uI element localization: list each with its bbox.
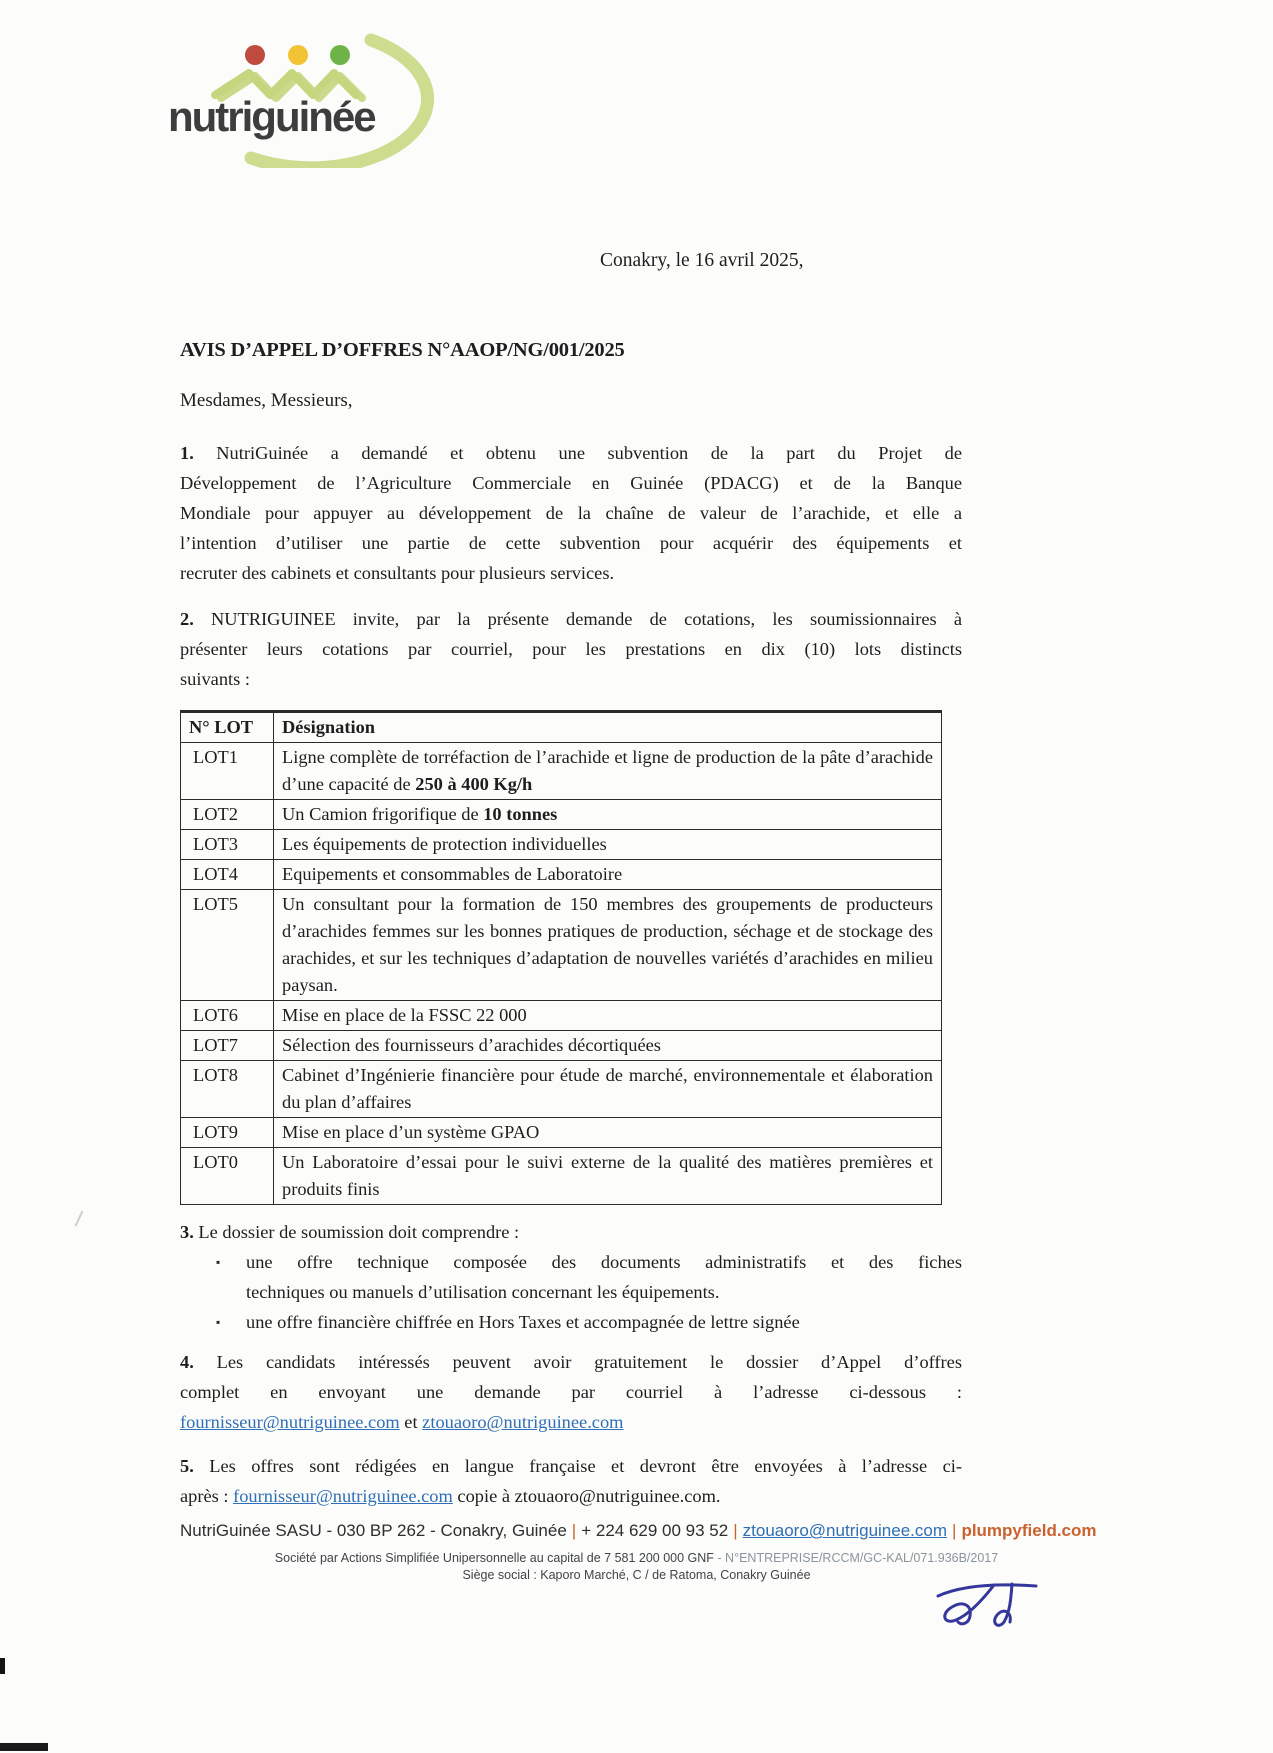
paragraph-1-line	[180, 438, 962, 468]
section-4	[180, 1347, 962, 1437]
lot-designation: Ligne complète de torréfaction de l’arachide et ligne de production de la pâte d’arachide d’une capacité de	[282, 747, 933, 794]
footer-legal-line	[0, 1551, 1273, 1565]
table-row	[181, 800, 942, 830]
section-5-line	[180, 1451, 962, 1481]
footer-separator: |	[952, 1521, 957, 1540]
lot-number: LOT2	[181, 800, 274, 830]
table-header-row	[181, 712, 942, 743]
footer-phone: + 224 629 00 93 52	[581, 1521, 729, 1540]
list-item	[216, 1247, 962, 1307]
section-4-line	[180, 1347, 962, 1377]
paragraph-text: Les candidats intéressés peuvent avoir gratuitement le dossier d’Appel d’offres	[193, 1352, 962, 1372]
email-link-fournisseur[interactable]: fournisseur@nutriguinee.com	[180, 1412, 400, 1432]
lot-designation: Sélection des fournisseurs d’arachides décortiquées	[282, 1035, 661, 1055]
date-line: Conakry, le 16 avril 2025,	[600, 250, 804, 271]
list-item-line: une offre financière chiffrée en Hors Taxes et accompagnée de lettre signée	[246, 1312, 800, 1332]
lot-number: LOT3	[181, 830, 274, 860]
table-row	[181, 1031, 942, 1061]
paragraph-2	[180, 604, 962, 694]
section-5-line	[180, 1481, 962, 1511]
paragraph-2-line	[180, 604, 962, 634]
section-5	[180, 1451, 962, 1511]
footer-separator: |	[571, 1521, 577, 1540]
table-row	[181, 1148, 942, 1205]
lot-designation: Equipements et consommables de Laboratoire	[282, 864, 623, 884]
bullet-square-icon: ▪	[216, 1255, 221, 1269]
signature	[932, 1576, 1042, 1641]
lot-number: LOT1	[181, 743, 274, 800]
scan-artifact-corner-bar	[0, 1743, 48, 1751]
lots-table	[180, 710, 942, 1205]
paragraph-number: 5.	[180, 1456, 194, 1476]
lot-number: LOT8	[181, 1061, 274, 1118]
paragraph-number: 4.	[180, 1352, 194, 1372]
signature-ink-icon	[932, 1576, 1042, 1636]
lot-designation: Un Camion frigorifique de	[282, 804, 484, 824]
table-row	[181, 830, 942, 860]
table-row	[181, 1118, 942, 1148]
lot-designation: Mise en place d’un système GPAO	[282, 1122, 540, 1142]
column-header-lot: N° LOT	[181, 712, 274, 743]
logo-graphic	[166, 28, 456, 168]
lot-designation-bold: 250 à 400 Kg/h	[415, 774, 533, 794]
lot-number: LOT7	[181, 1031, 274, 1061]
link-connector: et	[399, 1412, 423, 1432]
footer-legal-capital: Société par Actions Simplifiée Unipersonnelle au capital de 7 581 200 000 GNF	[274, 1551, 718, 1565]
table-row	[181, 890, 942, 1001]
paragraph-text: NUTRIGUINEE invite, par la présente demande de cotations, les soumissionnaires à	[193, 609, 962, 629]
salutation: Mesdames, Messieurs,	[180, 390, 353, 411]
paragraph-number: 1.	[180, 443, 194, 463]
section-3-heading	[180, 1217, 962, 1247]
scan-artifact-pencil-mark	[75, 1210, 84, 1226]
email-link-ztouaoro[interactable]: ztouaoro@nutriguinee.com	[422, 1412, 624, 1432]
footer-email-link[interactable]: ztouaoro@nutriguinee.com	[742, 1521, 948, 1540]
footer-separator: |	[733, 1521, 738, 1540]
footer-org: NutriGuinée SASU - 030 BP 262 - Conakry, Guinée	[180, 1521, 567, 1540]
lot-designation: Mise en place de la FSSC 22 000	[282, 1005, 527, 1025]
list-item-line: techniques ou manuels d’utilisation concernant les équipements.	[246, 1282, 720, 1302]
table-row	[181, 860, 942, 890]
lot-designation: Un Laboratoire d’essai pour le suivi externe de la qualité des matières premières et produits finis	[282, 1152, 933, 1199]
paragraph-2-line: présenter leurs cotations par courriel, pour les prestations en dix (10) lots distincts	[180, 639, 962, 659]
requirements-list	[180, 1247, 962, 1337]
paragraph-number: 3.	[180, 1222, 194, 1242]
lot-number: LOT0	[181, 1148, 274, 1205]
paragraph-1-line: Mondiale pour appuyer au développement de la chaîne de valeur de l’arachide, et elle a	[180, 503, 962, 523]
lot-designation: Les équipements de protection individuelles	[282, 834, 607, 854]
lot-number: LOT4	[181, 860, 274, 890]
logo-dot-green-icon	[330, 45, 350, 65]
email-link-fournisseur[interactable]: fournisseur@nutriguinee.com	[233, 1486, 453, 1506]
paragraph-text: Les offres sont rédigées en langue française et devront être envoyées à l’adresse ci-	[193, 1456, 962, 1476]
table-row	[181, 1061, 942, 1118]
table-row	[181, 1001, 942, 1031]
paragraph-1-line: l’intention d’utiliser une partie de cette subvention pour acquérir des équipements et	[180, 533, 962, 553]
table-row	[181, 743, 942, 800]
lot-designation: Cabinet d’Ingénierie financière pour étude de marché, environnementale et élaboration du plan d’affaires	[282, 1065, 933, 1112]
footer-contact-line	[180, 1521, 1097, 1541]
heading-text: Le dossier de soumission doit comprendre :	[193, 1222, 520, 1242]
lot-designation-bold: 10 tonnes	[483, 804, 558, 824]
section-4-links-line	[180, 1407, 962, 1437]
section-4-line: complet en envoyant une demande par courriel à l’adresse ci-dessous :	[180, 1382, 962, 1402]
paragraph-text: NutriGuinée a demandé et obtenu une subvention de la part du Projet de	[193, 443, 962, 463]
lot-number: LOT9	[181, 1118, 274, 1148]
paragraph-2-line: suivants :	[180, 669, 250, 689]
lot-number: LOT5	[181, 890, 274, 1001]
logo-wordmark: nutriguinée	[168, 93, 375, 140]
logo-dot-red-icon	[245, 45, 265, 65]
column-header-designation: Désignation	[274, 712, 942, 743]
lot-number: LOT6	[181, 1001, 274, 1031]
document-title: AVIS D’APPEL D’OFFRES N°AAOP/NG/001/2025	[180, 339, 625, 361]
paragraph-1-line: recruter des cabinets et consultants pour plusieurs services.	[180, 563, 615, 583]
section-3	[180, 1217, 962, 1337]
nutriguinee-logo	[166, 28, 456, 168]
paragraph-text: après :	[180, 1486, 234, 1506]
footer-address-line: Siège social : Kaporo Marché, C / de Ratoma, Conakry Guinée	[462, 1568, 811, 1582]
list-item	[216, 1307, 962, 1337]
footer-website: plumpyfield.com	[961, 1521, 1097, 1540]
paragraph-1-line: Développement de l’Agriculture Commerciale en Guinée (PDACG) et de la Banque	[180, 473, 962, 493]
list-item-line: une offre technique composée des documents administratifs et des fiches	[246, 1252, 962, 1272]
lot-designation: Un consultant pour la formation de 150 membres des groupements de producteurs d’arachides femmes sur les bonnes pratiques de production, séchage et de stockage des arachides, et sur les techniques d’adaptation de nouvelles variétés d’arachides en milieu paysan.	[282, 894, 933, 995]
paragraph-text: copie à ztouaoro@nutriguinee.com.	[452, 1486, 721, 1506]
bullet-square-icon: ▪	[216, 1315, 221, 1329]
logo-dot-yellow-icon	[288, 45, 308, 65]
paragraph-number: 2.	[180, 609, 194, 629]
scan-artifact-edge-mark	[0, 1658, 5, 1674]
footer-legal-registration: - N°ENTREPRISE/RCCM/GC-KAL/071.936B/2017	[717, 1551, 999, 1565]
paragraph-1	[180, 438, 962, 588]
